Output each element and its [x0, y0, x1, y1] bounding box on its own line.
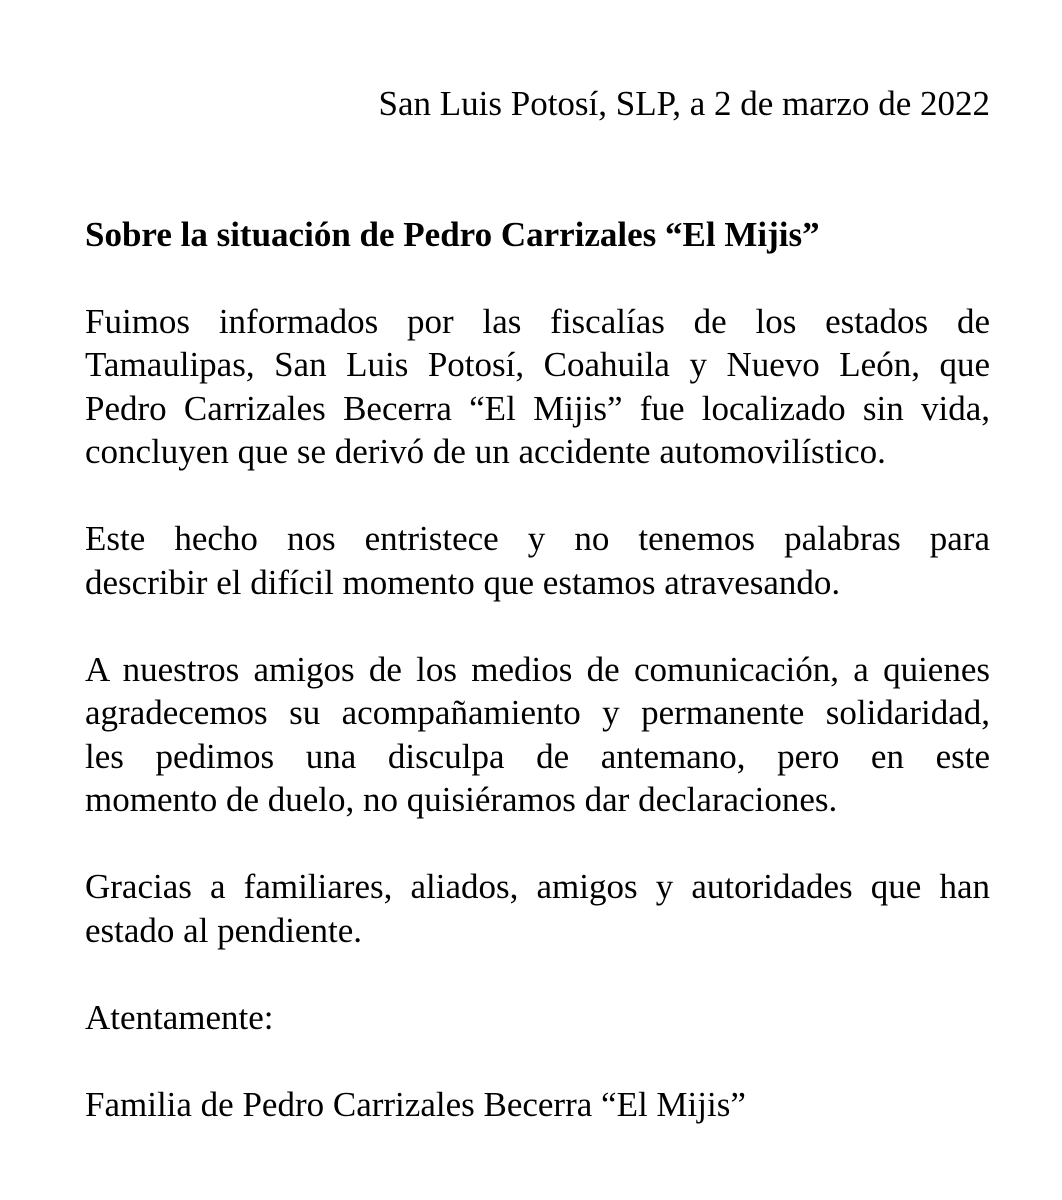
paragraph-2 [85, 517, 990, 604]
paragraph-3 [85, 648, 990, 822]
paragraph-line: A nuestros amigos de los medios de comunicación, a quienes [85, 649, 990, 689]
paragraph-line: les pedimos una disculpa de antemano, pero en este [85, 736, 990, 776]
letter-title: Sobre la situación de Pedro Carrizales “El Mijis” [85, 214, 820, 254]
signature-line: Familia de Pedro Carrizales Becerra “El Mijis” [85, 1084, 746, 1124]
paragraph-1 [85, 300, 990, 474]
closing-line: Atentamente: [85, 997, 274, 1037]
paragraph-line: estado al pendiente. [85, 910, 362, 950]
paragraph-4 [85, 865, 990, 952]
paragraph-line: Gracias a familiares, aliados, amigos y autoridades que han [85, 867, 990, 906]
paragraph-line: momento de duelo, no quisiéramos dar declaraciones. [85, 780, 838, 819]
paragraph-line: describir el difícil momento que estamos atravesando. [85, 562, 841, 602]
paragraph-line: Pedro Carrizales Becerra “El Mijis” fue localizado sin vida, [85, 388, 990, 428]
paragraph-line: Tamaulipas, San Luis Potosí, Coahuila y Nuevo León, que [85, 345, 990, 384]
paragraph-line: Este hecho nos entristece y no tenemos palabras para [85, 519, 990, 558]
paragraph-line: agradecemos su acompañamiento y permanente solidaridad, [85, 693, 990, 732]
paragraph-line: Fuimos informados por las fiscalías de los estados de [85, 301, 990, 341]
date-line: San Luis Potosí, SLP, a 2 de marzo de 2022 [378, 84, 990, 123]
paragraph-line: concluyen que se derivó de un accidente automovilístico. [85, 432, 886, 471]
